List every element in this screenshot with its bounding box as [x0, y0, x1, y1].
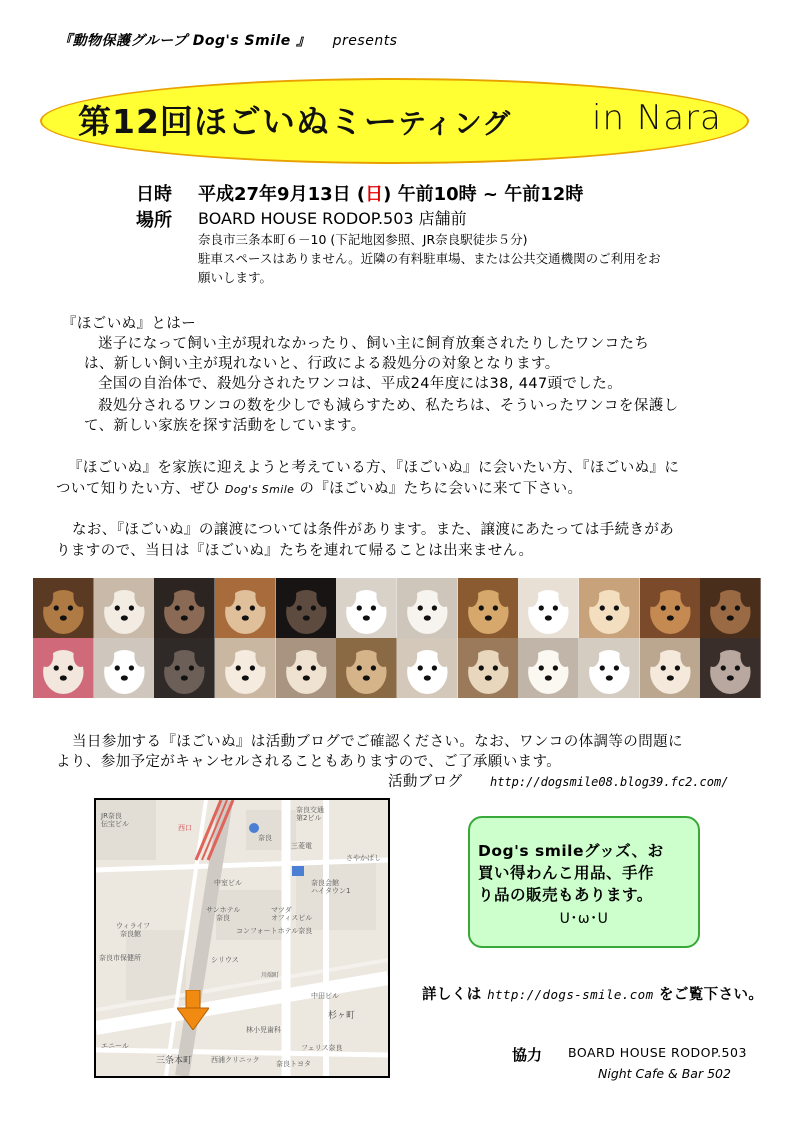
dog-photo [94, 578, 155, 638]
event-title [78, 96, 511, 143]
event-title-suffix: ティング [397, 107, 512, 140]
map-label-hotel: サンホテル [206, 906, 241, 914]
map-label-nishiura: 西浦クリニック [211, 1056, 260, 1064]
dog-photo [458, 578, 519, 638]
dog-photo [276, 638, 337, 698]
map-label-rinshoni: 林小児歯科 [246, 1026, 281, 1034]
dog-photo [518, 578, 579, 638]
dog-photo [154, 638, 215, 698]
map-label-denpo: 伝宝ビル [101, 820, 129, 828]
map-label-kensou: 奈良交通 [296, 806, 324, 814]
map-label-sirius: シリウス [211, 956, 239, 964]
brand-name: Dog's Smile [224, 483, 295, 496]
map-label-sanjo: 三条本町 [156, 1056, 193, 1066]
map-label-kensou-2: 第2ビル [296, 814, 322, 822]
map-label-nara: 奈良 [258, 834, 272, 842]
map-label-toyota: 奈良トヨタ [276, 1060, 311, 1068]
blog-label: 活動ブログ [388, 774, 463, 790]
map-label-wilife-2: 奈良館 [120, 930, 141, 938]
sponsor-2: Night Cafe & Bar 502 [598, 1066, 731, 1081]
details-line [422, 985, 763, 1005]
dog-photo [336, 638, 397, 698]
presents-label: presents [332, 33, 398, 49]
invite-text-a: ついて知りたい方、ぜひ [56, 481, 225, 497]
map-label-feris: フェリス奈良 [301, 1044, 343, 1052]
dog-photo [215, 638, 276, 698]
conditions-line1: なお、『ほごいぬ』の譲渡については条件があります。また、譲渡にあたっては手続きがあ [72, 522, 675, 538]
map-label-wilife: ウィライフ [116, 922, 151, 930]
map-label-nakacho: 中室ビル [214, 879, 242, 887]
dog-photo [579, 578, 640, 638]
cooperation-label: 協力 [512, 1046, 543, 1064]
parking-note-1: 駐車スペースはありません。近隣の有料駐車場、または公共交通機関のご利用をお [198, 251, 661, 266]
dog-photo [94, 638, 155, 698]
place-label: 場所 [136, 210, 172, 231]
date-day: 日 [365, 184, 384, 205]
dog-photo [336, 578, 397, 638]
invite-line1: 『ほごいぬ』を家族に迎えようと考えている方、『ほごいぬ』に会いたい方、『ほごいぬ』に [68, 460, 680, 476]
about-p3-line2: て、新しい家族を探す活動をしています。 [84, 418, 366, 434]
map-label-hoken: 奈良市保健所 [99, 954, 141, 962]
notice-line2: より、参加予定がキャンセルされることもありますので、ご了承願います。 [56, 754, 562, 770]
map-graphic [96, 800, 388, 1076]
conditions-line2: りますので、当日は『ほごいぬ』たちを連れて帰ることは出来ません。 [56, 543, 534, 559]
date-label: 日時 [136, 184, 172, 205]
dog-photo [33, 578, 94, 638]
date-text-2: ) 午前10時 ~ 午前12時 [383, 184, 584, 205]
presenter-line [58, 30, 397, 50]
dog-face-emoticon: U･ω･U [559, 911, 609, 927]
address: 奈良市三条本町６－10 (下記地図参照、JR奈良駅徒歩５分) [198, 232, 528, 247]
dog-photo [397, 638, 458, 698]
dog-photo [640, 578, 701, 638]
map-label-sayaka: さやかばし [346, 854, 381, 862]
map-label-comfort: コンフォートホテル奈良 [236, 927, 313, 935]
dog-photo [700, 578, 761, 638]
dog-photo [700, 638, 761, 698]
website-url-link[interactable]: http://dogs-smile.com [487, 987, 654, 1002]
dog-photo [154, 578, 215, 638]
about-heading: 『ほごいぬ』とはー [62, 316, 197, 332]
map-label-nishiguchi: 西口 [178, 824, 192, 832]
goods-line1: Dog's smileグッズ、お [478, 842, 664, 860]
map-label-nakata: 中田ビル [311, 992, 339, 1000]
map-label-hightown: ハイタウン1 [311, 887, 351, 895]
dog-photo [33, 638, 94, 698]
dog-photo [276, 578, 337, 638]
date-text-1: 平成27年9月13日 ( [198, 184, 366, 205]
dog-photo-collage [33, 578, 761, 698]
map-location-arrow-icon [177, 990, 209, 1030]
event-title-prefix: 第12回ほごいぬミー [78, 102, 398, 141]
map-label-sugimachi: 杉ヶ町 [328, 1011, 356, 1021]
dog-photo [215, 578, 276, 638]
sponsor-1: BOARD HOUSE RODOP.503 [568, 1045, 747, 1060]
group-name: 『動物保護グループ Dog's Smile 』 [58, 33, 311, 49]
dog-photo [397, 578, 458, 638]
map-label-kaikan: 奈良会館 [311, 879, 339, 887]
date-value [198, 180, 583, 206]
about-p3-line1: 殺処分されるワンコの数を少しでも減らすため、私たちは、そういったワンコを保護し [98, 398, 679, 414]
about-p1-line2: は、新しい飼い主が現れないと、行政による殺処分の対象となります。 [84, 356, 560, 372]
place-value: BOARD HOUSE RODOP.503 店舗前 [198, 209, 467, 228]
notice-line1: 当日参加する『ほごいぬ』は活動ブログでご確認ください。なお、ワンコの体調等の問題に [72, 734, 683, 750]
map-label-mitsui: 三菱電 [291, 842, 312, 850]
goods-line3: り品の販売もあります。 [478, 886, 653, 904]
invite-line2 [56, 479, 582, 500]
about-p1-line1: 迷子になって飼い主が現れなかったり、飼い主に飼育放棄されたりしたワンコたち [98, 336, 650, 352]
blog-url-link[interactable]: http://dogsmile08.blog39.fc2.com/ [490, 775, 729, 789]
dog-photo [579, 638, 640, 698]
details-suffix: をご覧下さい。 [653, 987, 764, 1003]
map-label-eniru: エニール [101, 1042, 129, 1050]
map-label-hotel-2: 奈良 [216, 914, 230, 922]
about-p2: 全国の自治体で、殺処分されたワンコは、平成24年度には38, 447頭でした。 [98, 376, 623, 392]
location-map[interactable] [94, 798, 390, 1078]
details-prefix: 詳しくは [422, 987, 488, 1003]
goods-line2: 買い得わんこ用品、手作 [478, 864, 655, 882]
map-label-mazda-2: オフィスビル [271, 914, 313, 922]
map-label-kawabata: 川端町 [261, 972, 280, 979]
dog-photo [458, 638, 519, 698]
dog-photo [640, 638, 701, 698]
goods-callout [468, 816, 700, 948]
event-location-tag: in Nara [592, 98, 722, 138]
map-label-mazda: マツダ [271, 906, 292, 914]
parking-note-2: 願いします。 [198, 270, 273, 285]
dog-photo [518, 638, 579, 698]
map-label-jr: JR奈良 [101, 812, 122, 820]
invite-text-b: の『ほごいぬ』たちに会いに来て下さい。 [294, 481, 583, 497]
